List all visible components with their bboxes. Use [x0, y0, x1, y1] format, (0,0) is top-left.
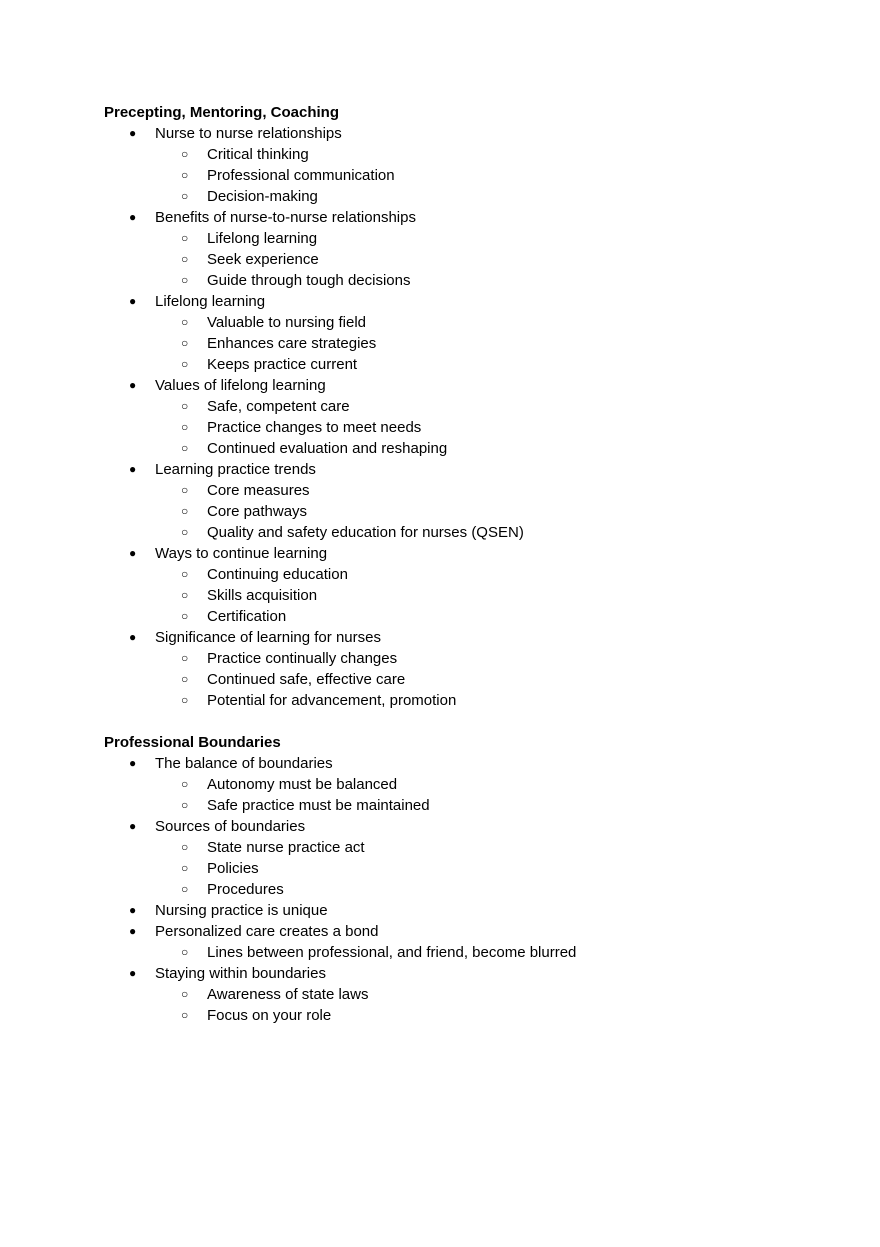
outline-section: [104, 732, 804, 1026]
list-item-text: Benefits of nurse-to-nurse relationships: [155, 209, 416, 226]
sub-list-item-text: Safe, competent care: [207, 398, 350, 415]
hollow-bullet-icon: ○: [181, 987, 189, 1001]
sub-bullet-list: [104, 228, 804, 291]
filled-bullet-icon: ●: [129, 210, 137, 224]
sub-list-item: [104, 501, 804, 522]
sub-list-item-text: Continued safe, effective care: [207, 671, 406, 688]
sub-list-item-text: Professional communication: [207, 167, 395, 184]
sub-list-item-text: Keeps practice current: [207, 356, 358, 373]
section-heading: Professional Boundaries: [104, 734, 281, 751]
hollow-bullet-icon: ○: [181, 336, 189, 350]
hollow-bullet-icon: ○: [181, 609, 189, 623]
list-item: [104, 753, 804, 816]
hollow-bullet-icon: ○: [181, 672, 189, 686]
sub-list-item-text: Core pathways: [207, 503, 308, 520]
list-item-row: [104, 921, 804, 942]
list-item: [104, 627, 804, 711]
hollow-bullet-icon: ○: [181, 882, 189, 896]
list-item-row: [104, 123, 804, 144]
hollow-bullet-icon: ○: [181, 651, 189, 665]
hollow-bullet-icon: ○: [181, 777, 189, 791]
section-heading: Precepting, Mentoring, Coaching: [104, 104, 340, 121]
list-item: [104, 900, 804, 921]
hollow-bullet-icon: ○: [181, 252, 189, 266]
sub-list-item-text: Critical thinking: [207, 146, 309, 163]
hollow-bullet-icon: ○: [181, 1008, 189, 1022]
sub-list-item: [104, 438, 804, 459]
outline-section: [104, 102, 804, 711]
sub-list-item-text: Awareness of state laws: [207, 986, 369, 1003]
list-item-row: [104, 816, 804, 837]
sub-list-item: [104, 858, 804, 879]
sub-list-item: [104, 564, 804, 585]
list-item-row: [104, 753, 804, 774]
sub-list-item: [104, 1005, 804, 1026]
bullet-list: [104, 753, 804, 1026]
sub-bullet-list: [104, 942, 804, 963]
sub-list-item-text: Skills acquisition: [207, 587, 318, 604]
sub-bullet-list: [104, 312, 804, 375]
hollow-bullet-icon: ○: [181, 525, 189, 539]
filled-bullet-icon: ●: [129, 819, 137, 833]
sub-list-item: [104, 228, 804, 249]
sub-list-item-text: Safe practice must be maintained: [207, 797, 430, 814]
list-item-row: [104, 900, 804, 921]
sub-list-item: [104, 879, 804, 900]
list-item-text: Staying within boundaries: [155, 965, 326, 982]
sub-bullet-list: [104, 396, 804, 459]
sub-list-item-text: Potential for advancement, promotion: [207, 692, 457, 709]
hollow-bullet-icon: ○: [181, 861, 189, 875]
sub-list-item-text: Continuing education: [207, 566, 348, 583]
list-item: [104, 816, 804, 900]
filled-bullet-icon: ●: [129, 294, 137, 308]
sub-bullet-list: [104, 837, 804, 900]
list-item: [104, 921, 804, 963]
sub-list-item-text: Lifelong learning: [207, 230, 318, 247]
hollow-bullet-icon: ○: [181, 840, 189, 854]
sub-list-item: [104, 312, 804, 333]
sub-list-item: [104, 606, 804, 627]
sub-list-item-text: Policies: [207, 860, 259, 877]
sub-list-item: [104, 417, 804, 438]
hollow-bullet-icon: ○: [181, 189, 189, 203]
sub-list-item: [104, 396, 804, 417]
sub-list-item-text: State nurse practice act: [207, 839, 365, 856]
list-item-text: Nurse to nurse relationships: [155, 125, 342, 142]
sub-bullet-list: [104, 774, 804, 816]
sub-bullet-list: [104, 144, 804, 207]
filled-bullet-icon: ●: [129, 756, 137, 770]
sub-list-item: [104, 270, 804, 291]
sub-list-item: [104, 774, 804, 795]
sub-list-item-text: Practice changes to meet needs: [207, 419, 422, 436]
sub-list-item-text: Certification: [207, 608, 287, 625]
list-item-row: [104, 291, 804, 312]
filled-bullet-icon: ●: [129, 924, 137, 938]
sub-list-item-text: Core measures: [207, 482, 310, 499]
sub-list-item: [104, 837, 804, 858]
sub-list-item: [104, 144, 804, 165]
sub-list-item-text: Autonomy must be balanced: [207, 776, 398, 793]
hollow-bullet-icon: ○: [181, 798, 189, 812]
sub-list-item-text: Quality and safety education for nurses (QSEN): [207, 524, 524, 541]
list-item-row: [104, 459, 804, 480]
sub-list-item-text: Continued evaluation and reshaping: [207, 440, 448, 457]
filled-bullet-icon: ●: [129, 966, 137, 980]
hollow-bullet-icon: ○: [181, 693, 189, 707]
list-item: [104, 543, 804, 627]
section-spacer: [104, 711, 804, 732]
sub-bullet-list: [104, 984, 804, 1026]
sub-list-item-text: Focus on your role: [207, 1007, 332, 1024]
hollow-bullet-icon: ○: [181, 168, 189, 182]
filled-bullet-icon: ●: [129, 378, 137, 392]
sub-list-item: [104, 690, 804, 711]
hollow-bullet-icon: ○: [181, 567, 189, 581]
hollow-bullet-icon: ○: [181, 357, 189, 371]
sub-bullet-list: [104, 564, 804, 627]
sub-list-item: [104, 795, 804, 816]
filled-bullet-icon: ●: [129, 630, 137, 644]
filled-bullet-icon: ●: [129, 546, 137, 560]
filled-bullet-icon: ●: [129, 903, 137, 917]
sub-list-item: [104, 585, 804, 606]
list-item: [104, 207, 804, 291]
list-item-text: The balance of boundaries: [155, 755, 333, 772]
hollow-bullet-icon: ○: [181, 504, 189, 518]
sub-list-item: [104, 480, 804, 501]
sub-list-item-text: Enhances care strategies: [207, 335, 377, 352]
list-item-text: Significance of learning for nurses: [155, 629, 381, 646]
list-item-row: [104, 627, 804, 648]
hollow-bullet-icon: ○: [181, 441, 189, 455]
hollow-bullet-icon: ○: [181, 147, 189, 161]
list-item-text: Sources of boundaries: [155, 818, 306, 835]
sub-list-item: [104, 333, 804, 354]
list-item-text: Personalized care creates a bond: [155, 923, 379, 940]
filled-bullet-icon: ●: [129, 462, 137, 476]
list-item-row: [104, 543, 804, 564]
list-item: [104, 459, 804, 543]
sub-list-item-text: Procedures: [207, 881, 284, 898]
sub-list-item-text: Valuable to nursing field: [207, 314, 366, 331]
hollow-bullet-icon: ○: [181, 420, 189, 434]
sub-list-item: [104, 942, 804, 963]
hollow-bullet-icon: ○: [181, 273, 189, 287]
bullet-list: [104, 123, 804, 711]
hollow-bullet-icon: ○: [181, 945, 189, 959]
sub-list-item: [104, 522, 804, 543]
list-item-row: [104, 375, 804, 396]
document-content: [104, 102, 804, 1026]
sub-list-item-text: Seek experience: [207, 251, 319, 268]
sub-list-item: [104, 165, 804, 186]
list-item-row: [104, 963, 804, 984]
sub-bullet-list: [104, 648, 804, 711]
hollow-bullet-icon: ○: [181, 483, 189, 497]
list-item: [104, 291, 804, 375]
list-item-text: Values of lifelong learning: [155, 377, 326, 394]
sub-list-item: [104, 984, 804, 1005]
list-item-text: Ways to continue learning: [155, 545, 328, 562]
sub-list-item-text: Practice continually changes: [207, 650, 398, 667]
sub-list-item-text: Guide through tough decisions: [207, 272, 411, 289]
list-item-row: [104, 207, 804, 228]
sub-list-item-text: Lines between professional, and friend, become blurred: [207, 944, 577, 961]
sub-list-item-text: Decision-making: [207, 188, 318, 205]
hollow-bullet-icon: ○: [181, 399, 189, 413]
list-item: [104, 963, 804, 1026]
list-item-text: Lifelong learning: [155, 293, 266, 310]
sub-list-item: [104, 648, 804, 669]
list-item-text: Learning practice trends: [155, 461, 316, 478]
hollow-bullet-icon: ○: [181, 231, 189, 245]
hollow-bullet-icon: ○: [181, 315, 189, 329]
sub-list-item: [104, 249, 804, 270]
sub-list-item: [104, 186, 804, 207]
sub-bullet-list: [104, 480, 804, 543]
sub-list-item: [104, 354, 804, 375]
filled-bullet-icon: ●: [129, 126, 137, 140]
list-item: [104, 375, 804, 459]
list-item: [104, 123, 804, 207]
hollow-bullet-icon: ○: [181, 588, 189, 602]
list-item-text: Nursing practice is unique: [155, 902, 328, 919]
sub-list-item: [104, 669, 804, 690]
